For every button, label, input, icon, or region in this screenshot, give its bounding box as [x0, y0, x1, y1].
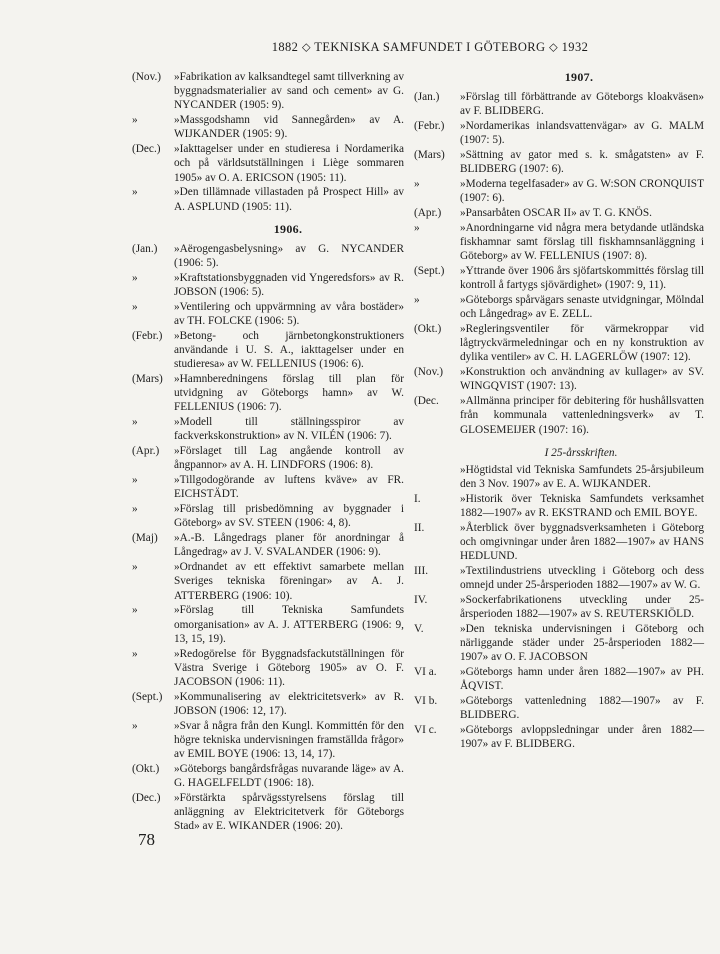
entries-1906: [132, 242, 404, 834]
list-item: [414, 723, 704, 751]
entry-date: (Febr.): [132, 329, 163, 342]
entry-date: »: [132, 503, 138, 516]
list-item: [132, 415, 404, 443]
entry-text: »Göteborgs hamn under åren 1882—1907» av PH. ÅQVIST.: [460, 666, 704, 693]
entries-1907: [414, 90, 704, 437]
entry-text: »Historik över Tekniska Samfundets verksamhet 1882—1907» av R. EKSTRAND och EMIL BOYE.: [460, 492, 704, 520]
entry-text: »Den tekniska undervisningen i Göteborg och närliggande städer under 25-årsperioden 1882—1907» av O. F. JACOBSON: [460, 623, 704, 664]
list-item: [132, 185, 404, 213]
entry-text: »Kraftstationsbyggnaden vid Yngeredsfors» av R. JOBSON (1906: 5).: [174, 271, 404, 299]
entry-text: »Ordnandet av ett effektivt samarbete mellan Sveriges tekniska föreningar» av A. J. ATTERBERG (1906: 10).: [174, 561, 404, 602]
entry-text: »Kommunalisering av elektricitetsverk» av R. JOBSON (1906: 12, 17).: [174, 690, 404, 718]
entry-date: (Jan.): [414, 91, 440, 103]
entry-date: (Dec.): [132, 792, 161, 805]
entry-text: »Nordamerikas inlandsvattenvägar» av G. MALM (1907: 5).: [460, 120, 704, 147]
entry-text: »Förstärkta spårvägsstyrelsens förslag till anläggning av Elektricitetverk för Göteborgs Stad» av E. WIKANDER (1906: 20).: [174, 792, 404, 833]
entry-text: »Textilindustriens utveckling i Göteborg och dess omnejd under 25-årsperioden 1882—1907» av W. G.: [460, 565, 704, 592]
running-header: 1882 ⬦ TEKNISKA SAMFUNDET I GÖTEBORG ⬦ 1932: [271, 40, 589, 54]
list-item: [132, 791, 404, 834]
list-item: [414, 293, 704, 321]
entry-text: »Massgodshamn vid Sannegården» av A. WIJKANDER (1905: 9).: [174, 114, 404, 141]
entry-text: »Moderna tegelfasader» av G. W:SON CRONQUIST (1907: 6).: [460, 178, 704, 205]
entry-date: »: [414, 221, 420, 234]
entry-text: »Redogörelse för Byggnadsfackutställningen för Västra Sverige i Göteborg 1905» av O. F. JACOBSON (1906: 11).: [174, 647, 404, 689]
list-item: [414, 264, 704, 292]
entry-text: »Göteborgs vattenledning 1882—1907» av F. BLIDBERG.: [460, 695, 704, 722]
entry-text: »Pansarbåten OSCAR II» av T. G. KNÖS.: [460, 207, 652, 219]
entry-date: »: [132, 114, 138, 127]
list-item: [414, 90, 704, 118]
list-item: [414, 322, 704, 365]
entry-text: »Iakttagelser under en studieresa i Nordamerika och på världsutställningen i Liège sommaren 1905» av O. A. ERICSON (1905: 11).: [174, 143, 404, 184]
entry-date: »: [132, 186, 138, 199]
entry-date: (Mars): [414, 149, 445, 161]
entry-text: »Göteborgs spårvägars senaste utvidgningar, Mölndal och Långedrag» av E. ZELL.: [460, 294, 704, 321]
list-item: [132, 473, 404, 501]
entry-text: »Yttrande över 1906 års sjöfartskommittés förslag till kontroll å fartygs sjövärdighet» (1907: 9, 11).: [460, 265, 704, 292]
entry-numeral: I.: [414, 492, 421, 505]
entry-date: (Dec.: [414, 395, 439, 408]
entry-date: (Dec.): [132, 143, 161, 156]
entry-text: »Förslaget till Lag angående kontroll av ångpannor» av A. H. LINDFORS (1906: 8).: [174, 445, 404, 472]
entry-date: »: [132, 719, 138, 732]
entry-numeral: VI c.: [414, 724, 437, 737]
page-number: 78: [138, 830, 155, 849]
entry-text: »Göteborgs avloppsledningar under åren 1882—1907» av F. BLIDBERG.: [460, 724, 704, 751]
list-item: [132, 444, 404, 472]
list-item: [414, 665, 704, 693]
entry-date: »: [132, 271, 138, 284]
list-item: [132, 762, 404, 790]
entry-text: »Fabrikation av kalksandtegel samt tillverkning av byggnadsmaterialier av sand och cement» av G. NYCANDER (1905: 9).: [174, 71, 404, 112]
list-item: [132, 603, 404, 646]
list-item: [414, 463, 704, 491]
entry-text: »Den tillämnade villastaden på Prospect Hill» av A. ASPLUND (1905: 11).: [174, 186, 404, 213]
entry-date: (Sept.): [414, 265, 445, 277]
entry-date: »: [132, 474, 138, 487]
left-column: [132, 70, 404, 834]
entry-date: (Jan.): [132, 242, 158, 255]
entry-date: »: [132, 647, 138, 660]
entry-text: »Hamnberedningens förslag till plan för utvidgning av Göteborgs hamn» av W. FELLENIUS (1906: 7).: [174, 373, 404, 414]
entry-text: »Högtidstal vid Tekniska Samfundets 25-årsjubileum den 3 Nov. 1907» av E. A. WIJKANDER.: [460, 463, 704, 491]
entry-date: (Okt.): [414, 323, 442, 335]
list-item: [414, 221, 704, 264]
entry-date: (Maj): [132, 532, 158, 545]
right-column: [414, 70, 704, 752]
entry-text: »A.-B. Långedrags planer för anordningar å Långedrag» av J. V. SVALANDER (1906: 9).: [174, 532, 404, 559]
entry-text: »Göteborgs bangårdsfrågas nuvarande läge» av A. G. HAGELFELDT (1906: 18).: [174, 763, 404, 790]
entry-date: »: [414, 178, 420, 190]
entry-numeral: III.: [414, 565, 429, 578]
list-item: [414, 622, 704, 665]
list-item: [132, 70, 404, 113]
entry-text: »Ventilering och uppvärmning av våra bostäder» av TH. FOLCKE (1906: 5).: [174, 300, 404, 328]
entry-text: »Förslag till prisbedömning av byggnader i Göteborg» av SV. STEEN (1906: 4, 8).: [174, 503, 404, 530]
entry-text: »Förslag till förbättrande av Göteborgs kloakväsen» av F. BLIDBERG.: [460, 91, 704, 118]
list-item: [132, 502, 404, 530]
entry-date: »: [132, 300, 138, 313]
list-item: [132, 372, 404, 415]
list-item: [132, 142, 404, 185]
entry-date: (Okt.): [132, 763, 160, 776]
list-item: [414, 148, 704, 176]
entry-numeral: VI a.: [414, 666, 437, 679]
list-item: [414, 119, 704, 147]
list-item: [414, 206, 704, 220]
entry-numeral: IV.: [414, 594, 428, 607]
entry-text: »Aërogengasbelysning» av G. NYCANDER (1906: 5).: [174, 242, 404, 270]
entry-text: »Sockerfabrikationens utveckling under 25-årsperioden 1882—1907» av S. REUTERSKIÖLD.: [460, 594, 704, 621]
entry-date: (Sept.): [132, 690, 163, 703]
entry-text: »Förslag till Tekniska Samfundets omorganisation» av A. J. ATTERBERG (1906: 9, 13, 15, 19).: [174, 604, 404, 645]
year-heading-1907: 1907.: [564, 70, 594, 84]
entry-date: (Apr.): [132, 445, 160, 458]
list-item: [414, 564, 704, 592]
list-item: [132, 531, 404, 559]
entry-date: (Apr.): [414, 207, 442, 219]
entry-text: »Regleringsventiler för värmekroppar vid lågtryckvärmeledningar och en ny konstruktion av dylika ventiler» av C. H. LAGERLÖW (1907: 12).: [460, 323, 704, 364]
list-item: [132, 329, 404, 372]
entry-date: »: [132, 416, 138, 429]
entry-text: »Anordningarne vid några mera betydande utländska fiskhamnar samt förslag till fiskhamnsanläggning i Göteborg» av W. FELLENIUS (1907: 8).: [460, 221, 704, 263]
list-item: [414, 365, 704, 393]
list-item: [132, 719, 404, 762]
entry-text: »Svar å några från den Kungl. Kommittén för den högre tekniska undervisningen framställda frågor» av EMIL BOYE (1906: 13, 14, 17).: [174, 719, 404, 761]
list-item: [132, 647, 404, 690]
entry-text: »Konstruktion och användning av kullager» av SV. WINGQVIST (1907: 13).: [460, 366, 704, 393]
list-item: [414, 492, 704, 520]
entry-numeral: VI b.: [414, 695, 438, 708]
entry-date: (Febr.): [414, 120, 445, 132]
entries-1905: [132, 70, 404, 214]
entry-date: (Mars): [132, 373, 163, 386]
list-item: [414, 694, 704, 722]
list-item: [132, 300, 404, 328]
entry-date: (Nov.): [132, 71, 162, 83]
entry-date: (Nov.): [414, 366, 444, 379]
list-item: [132, 113, 404, 141]
entry-date: »: [132, 604, 138, 617]
entries-25-arsskriften: [414, 492, 704, 752]
entry-text: »Betong- och järnbetongkonstruktioners användande i U. S. A., iakttagelser under en studieresa» av W. FELLENIUS (1906: 6).: [174, 329, 404, 371]
list-item: [414, 394, 704, 437]
list-item: [132, 690, 404, 718]
subheading-25-arsskriften: I 25-årsskriften.: [544, 446, 618, 459]
list-item: [132, 242, 404, 270]
list-item: [414, 177, 704, 205]
entry-date: »: [132, 561, 138, 574]
entry-date: »: [414, 294, 420, 306]
year-heading-1906: 1906.: [273, 221, 303, 236]
entry-text: »Modell till ställningsspiror av fackverkskonstruktion» av N. VILÉN (1906: 7).: [174, 416, 404, 443]
list-item: [132, 560, 404, 603]
entry-text: »Sättning av gator med s. k. smågatsten» av F. BLIDBERG (1907: 6).: [460, 149, 704, 176]
entry-date: [414, 463, 458, 491]
list-item: [132, 271, 404, 299]
entry-text: »Tillgodogörande av luftens kväve» av FR. EICHSTÄDT.: [174, 474, 404, 501]
entry-text: »Återblick över byggnadsverksamheten i Göteborg och omgivningar under åren 1882—1907» av HANS HEDLUND.: [460, 521, 704, 563]
entry-numeral: V.: [414, 623, 424, 636]
entry-numeral: II.: [414, 521, 425, 534]
list-item: [414, 521, 704, 564]
list-item: [414, 593, 704, 621]
entry-text: »Allmänna principer för debitering för hushållsvatten från kommunala vattenledningsverk» av T. GLOSEMEIJER (1907: 16).: [460, 395, 704, 436]
